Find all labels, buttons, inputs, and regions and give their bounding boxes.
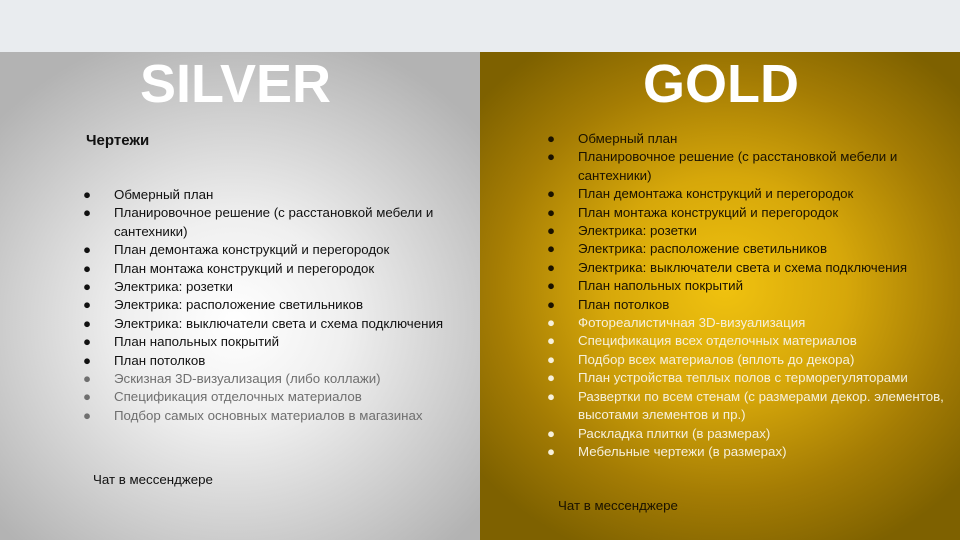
bullet-icon: ● xyxy=(546,296,556,312)
silver-feature-text: План монтажа конструкций и перегородок xyxy=(114,260,375,276)
gold-feature-item xyxy=(546,185,946,203)
bullet-icon: ● xyxy=(546,186,556,202)
gold-feature-text: Электрика: выключатели света и схема подключения xyxy=(578,259,908,275)
silver-feature-item xyxy=(82,388,452,406)
gold-feature-text: Подбор всех материалов (вплоть до декора) xyxy=(578,351,855,367)
gold-feature-text: Спецификация всех отделочных материалов xyxy=(578,333,857,349)
gold-feature-text: Фотореалистичная 3D-визуализация xyxy=(578,315,806,331)
bullet-icon: ● xyxy=(82,279,92,295)
bullet-icon: ● xyxy=(546,425,556,441)
gold-feature-text: Электрика: розетки xyxy=(578,223,697,239)
gold-feature-item xyxy=(546,388,946,425)
bullet-icon: ● xyxy=(82,242,92,258)
gold-feature-text: Раскладка плитки (в размерах) xyxy=(578,425,771,441)
silver-feature-item xyxy=(82,241,452,259)
bullet-icon: ● xyxy=(82,187,92,202)
silver-plan-title: SILVER xyxy=(140,54,332,114)
silver-feature-item xyxy=(82,278,452,296)
gold-feature-item xyxy=(546,130,946,148)
silver-feature-item xyxy=(82,315,452,333)
silver-chat-note: Чат в мессенджере xyxy=(93,472,213,487)
gold-feature-text: План потолков xyxy=(578,296,670,312)
gold-feature-text: План устройства теплых полов с терморегуляторами xyxy=(578,370,908,386)
silver-feature-text: Эскизная 3D-визуализация (либо коллажи) xyxy=(114,371,381,387)
gold-feature-text: Развертки по всем стенам (с размерами декор. элементов, высотами элементов и пр.) xyxy=(578,388,944,423)
silver-plan-panel xyxy=(0,52,480,540)
bullet-icon: ● xyxy=(546,278,556,294)
bullet-icon: ● xyxy=(546,259,556,275)
gold-feature-item xyxy=(546,314,946,332)
bullet-icon: ● xyxy=(546,351,556,367)
bullet-icon: ● xyxy=(546,388,556,404)
gold-feature-item xyxy=(546,332,946,350)
gold-feature-item xyxy=(546,351,946,369)
silver-feature-item xyxy=(82,333,452,351)
gold-feature-list xyxy=(546,130,946,461)
silver-drawings-subtitle: Чертежи xyxy=(86,132,150,149)
bullet-icon: ● xyxy=(546,149,556,165)
gold-feature-item xyxy=(546,443,946,461)
bullet-icon: ● xyxy=(82,334,92,350)
silver-feature-text: Спецификация отделочных материалов xyxy=(114,389,362,405)
silver-feature-item xyxy=(82,260,452,278)
bullet-icon: ● xyxy=(546,333,556,349)
bullet-icon: ● xyxy=(546,131,556,146)
silver-feature-item xyxy=(82,204,452,241)
gold-feature-item xyxy=(546,259,946,277)
gold-feature-text: План напольных покрытий xyxy=(578,278,744,294)
bullet-icon: ● xyxy=(82,260,92,276)
silver-feature-text: Обмерный план xyxy=(114,187,214,202)
silver-feature-text: Планировочное решение (с расстановкой мебели и сантехники) xyxy=(114,205,434,239)
bullet-icon: ● xyxy=(546,315,556,331)
bullet-icon: ● xyxy=(546,370,556,386)
gold-feature-item xyxy=(546,277,946,295)
silver-feature-text: План напольных покрытий xyxy=(114,334,280,350)
bullet-icon: ● xyxy=(82,297,92,313)
gold-feature-text: Электрика: расположение светильников xyxy=(578,241,828,257)
gold-feature-item xyxy=(546,296,946,314)
gold-feature-item xyxy=(546,425,946,443)
gold-feature-text: План демонтажа конструкций и перегородок xyxy=(578,186,854,202)
gold-feature-item xyxy=(546,369,946,387)
bullet-icon: ● xyxy=(546,223,556,239)
gold-feature-item xyxy=(546,222,946,240)
silver-feature-text: Электрика: выключатели света и схема подключения xyxy=(114,315,444,331)
silver-feature-list xyxy=(82,186,452,425)
silver-feature-item xyxy=(82,407,452,425)
bullet-icon: ● xyxy=(546,204,556,220)
bullet-icon: ● xyxy=(82,315,92,331)
silver-feature-text: Подбор самых основных материалов в магазинах xyxy=(114,407,423,423)
gold-feature-text: Мебельные чертежи (в размерах) xyxy=(578,443,787,459)
silver-feature-item xyxy=(82,370,452,388)
top-bar xyxy=(0,0,960,52)
silver-feature-text: Электрика: расположение светильников xyxy=(114,297,364,313)
bullet-icon: ● xyxy=(546,241,556,257)
bullet-icon: ● xyxy=(82,389,92,405)
gold-feature-item xyxy=(546,204,946,222)
gold-plan-panel xyxy=(480,52,960,540)
silver-feature-text: План демонтажа конструкций и перегородок xyxy=(114,242,390,258)
gold-feature-text: Планировочное решение (с расстановкой мебели и сантехники) xyxy=(578,149,898,183)
silver-feature-item xyxy=(82,296,452,314)
gold-feature-text: Обмерный план xyxy=(578,131,678,146)
bullet-icon: ● xyxy=(82,371,92,387)
silver-feature-text: План потолков xyxy=(114,352,206,368)
silver-feature-item xyxy=(82,186,452,204)
bullet-icon: ● xyxy=(82,352,92,368)
bullet-icon: ● xyxy=(82,205,92,221)
bullet-icon: ● xyxy=(546,443,556,459)
silver-feature-text: Электрика: розетки xyxy=(114,279,233,295)
gold-feature-item xyxy=(546,240,946,258)
silver-feature-item xyxy=(82,352,452,370)
gold-chat-note: Чат в мессенджере xyxy=(558,498,678,513)
gold-feature-text: План монтажа конструкций и перегородок xyxy=(578,204,839,220)
gold-plan-title: GOLD xyxy=(643,54,799,114)
bullet-icon: ● xyxy=(82,407,92,423)
gold-feature-item xyxy=(546,148,946,185)
